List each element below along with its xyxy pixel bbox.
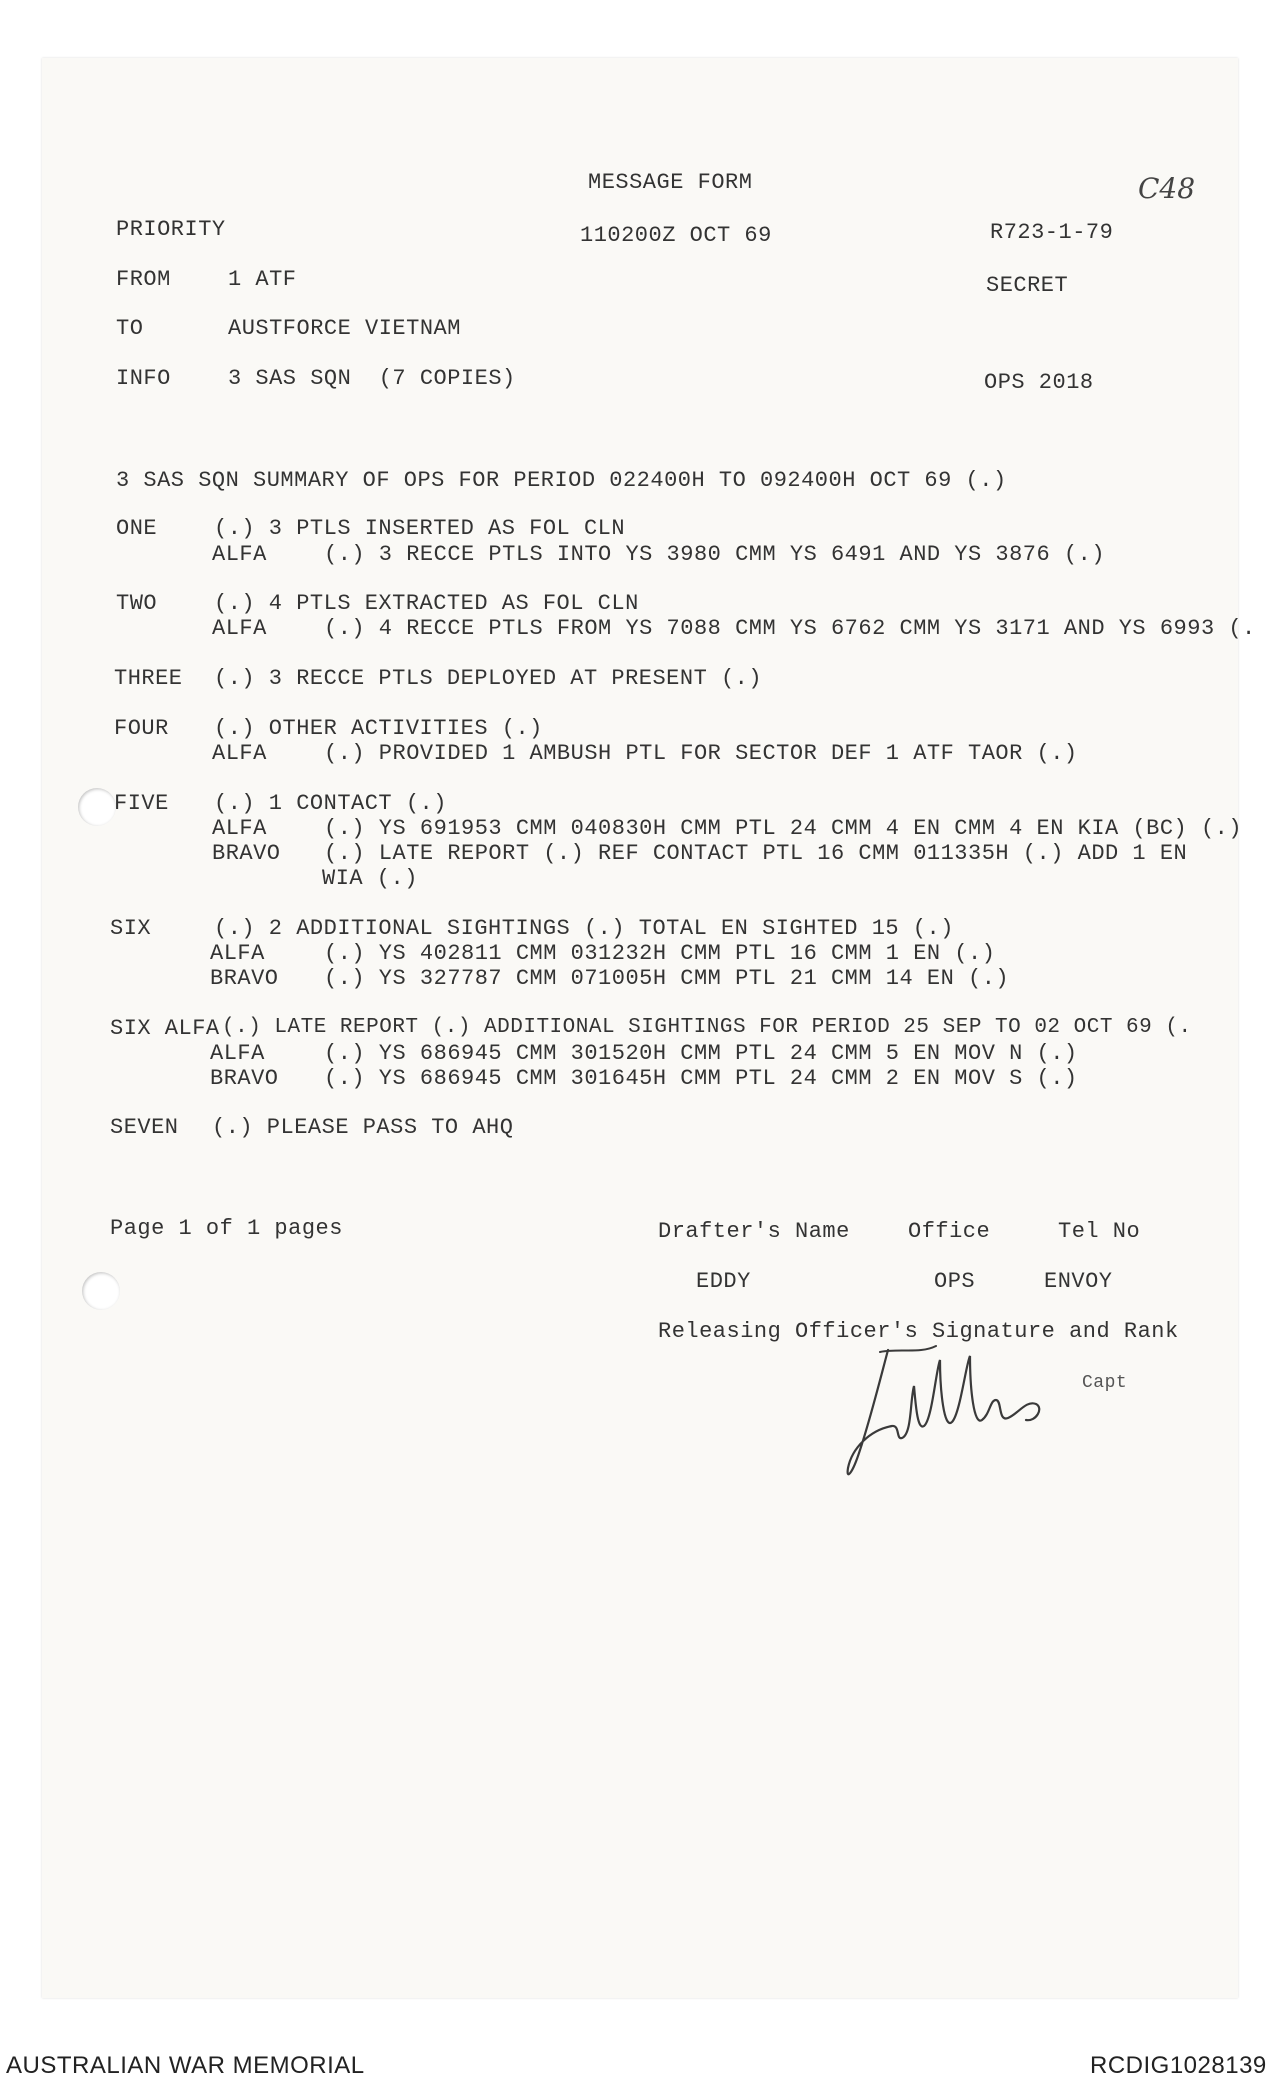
punch-hole	[78, 788, 116, 826]
body-line-label: FIVE	[114, 791, 169, 816]
body-line-label: ALFA	[212, 741, 267, 766]
body-line-text: (.) 3 RECCE PTLS DEPLOYED AT PRESENT (.)	[214, 666, 763, 691]
reference-number: R723-1-79	[990, 220, 1114, 245]
body-line-label: SIX	[110, 916, 152, 941]
body-line-text: (.) 3 RECCE PTLS INTO YS 3980 CMM YS 6491 AND YS 3876 (.)	[324, 542, 1106, 567]
handwritten-signature	[840, 1330, 1100, 1490]
body-line-label: ONE	[116, 516, 158, 541]
drafter-name-label: Drafter's Name	[658, 1219, 850, 1244]
body-line-label: FOUR	[114, 716, 169, 741]
body-line-label: BRAVO	[212, 841, 281, 866]
to-value: AUSTFORCE VIETNAM	[228, 316, 461, 341]
body-line-text: (.) 4 RECCE PTLS FROM YS 7088 CMM YS 6762 CMM YS 3171 AND YS 6993 (.	[324, 616, 1256, 641]
body-line-label: ALFA	[212, 616, 267, 641]
body-line-label: SEVEN	[110, 1115, 179, 1140]
office-value: OPS	[934, 1269, 976, 1294]
archive-item-id: RCDIG1028139	[1090, 2052, 1267, 2079]
body-line-text: (.) PLEASE PASS TO AHQ	[212, 1115, 514, 1140]
info-value: 3 SAS SQN (7 COPIES)	[228, 366, 516, 391]
punch-hole	[82, 1272, 120, 1310]
body-line-text: (.) LATE REPORT (.) ADDITIONAL SIGHTINGS FOR PERIOD 25 SEP TO 02 OCT 69 (.	[222, 1016, 1192, 1039]
body-line-text: (.) PROVIDED 1 AMBUSH PTL FOR SECTOR DEF 1 ATF TAOR (.)	[324, 741, 1078, 766]
body-line-text: (.) 1 CONTACT (.)	[214, 791, 447, 816]
office-label: Office	[908, 1219, 991, 1244]
body-line-label: ALFA	[212, 542, 267, 567]
info-label: INFO	[116, 366, 171, 391]
body-line-text: (.) 3 PTLS INSERTED AS FOL CLN	[214, 516, 626, 541]
page-info: Page 1 of 1 pages	[110, 1216, 343, 1241]
body-line-text: (.) YS 691953 CMM 040830H CMM PTL 24 CMM 4 EN CMM 4 EN KIA (BC) (.)	[324, 816, 1243, 841]
body-line-label: ALFA	[210, 1041, 265, 1066]
body-line-label: ALFA	[212, 816, 267, 841]
tel-no-label: Tel No	[1058, 1219, 1141, 1244]
body-line-text: (.) YS 402811 CMM 031232H CMM PTL 16 CMM 1 EN (.)	[324, 941, 996, 966]
body-line-label: BRAVO	[210, 966, 279, 991]
priority-label: PRIORITY	[116, 217, 226, 242]
body-line-text: (.) OTHER ACTIVITIES (.)	[214, 716, 543, 741]
body-line-text: (.) LATE REPORT (.) REF CONTACT PTL 16 CMM 011335H (.) ADD 1 EN	[324, 841, 1188, 866]
classification: SECRET	[986, 273, 1069, 298]
body-line-label: SIX ALFA	[110, 1016, 220, 1041]
body-line-label: BRAVO	[210, 1066, 279, 1091]
body-line-label: THREE	[114, 666, 183, 691]
body-line-label: ALFA	[210, 941, 265, 966]
summary-line: 3 SAS SQN SUMMARY OF OPS FOR PERIOD 022400H TO 092400H OCT 69 (.)	[116, 468, 1007, 493]
to-label: TO	[116, 316, 144, 341]
from-label: FROM	[116, 267, 171, 292]
from-value: 1 ATF	[228, 267, 297, 292]
drafter-name-value: EDDY	[696, 1269, 751, 1294]
body-line-text: (.) YS 327787 CMM 071005H CMM PTL 21 CMM 14 EN (.)	[324, 966, 1010, 991]
body-line-text: (.) 4 PTLS EXTRACTED AS FOL CLN	[214, 591, 639, 616]
body-line-text: (.) YS 686945 CMM 301645H CMM PTL 24 CMM 2 EN MOV S (.)	[324, 1066, 1078, 1091]
handwritten-reference: C48	[1138, 172, 1196, 205]
body-line-text: (.) 2 ADDITIONAL SIGHTINGS (.) TOTAL EN SIGHTED 15 (.)	[214, 916, 954, 941]
body-line-text: WIA (.)	[322, 866, 418, 891]
releasing-officer-label: Releasing Officer's Signature and Rank	[658, 1319, 1179, 1344]
date-time-group: 110200Z OCT 69	[580, 223, 772, 248]
ops-number: OPS 2018	[984, 370, 1094, 395]
tel-no-value: ENVOY	[1044, 1269, 1113, 1294]
form-title: MESSAGE FORM	[588, 170, 753, 195]
body-line-label: TWO	[116, 591, 158, 616]
body-line-text: (.) YS 686945 CMM 301520H CMM PTL 24 CMM 5 EN MOV N (.)	[324, 1041, 1078, 1066]
officer-rank: Capt	[1082, 1373, 1128, 1393]
archive-institution: AUSTRALIAN WAR MEMORIAL	[6, 2052, 365, 2079]
